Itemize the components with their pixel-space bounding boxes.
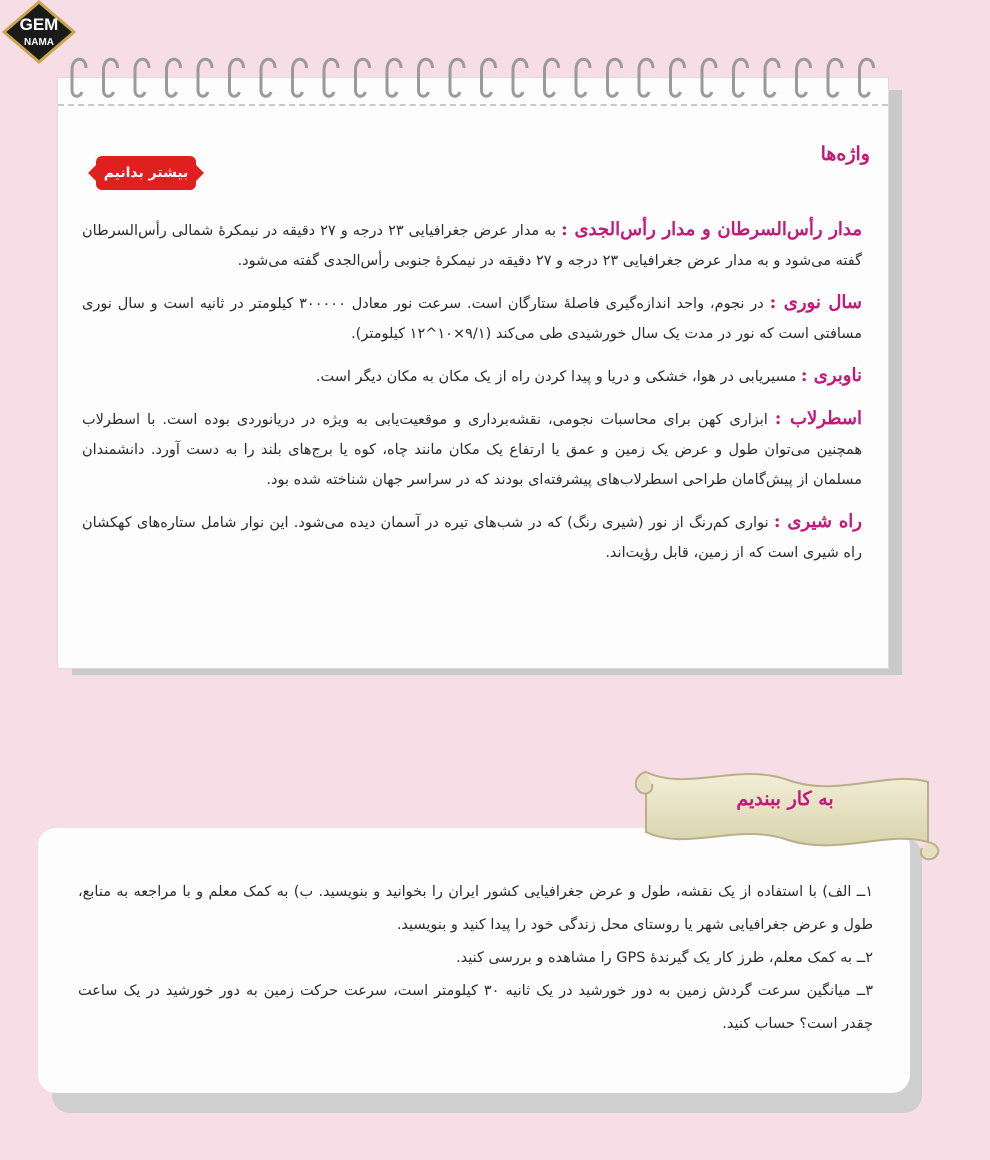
spiral-ring-icon bbox=[671, 59, 685, 96]
spiral-ring-icon bbox=[860, 59, 874, 96]
glossary-entry bbox=[82, 215, 862, 276]
spiral-ring-icon bbox=[230, 59, 244, 96]
entry-term: مدار رأس‌السرطان و مدار رأس‌الجدی : bbox=[561, 219, 863, 240]
apply-card-title: به کار ببندیم bbox=[736, 788, 834, 810]
entry-term: سال نوری : bbox=[769, 292, 862, 313]
spiral-binding-icon bbox=[58, 48, 888, 108]
spiral-ring-icon bbox=[135, 59, 149, 96]
spiral-ring-icon bbox=[167, 59, 181, 96]
entry-term: ناوبری : bbox=[800, 365, 862, 386]
entry-text: در نجوم، واحد اندازه‌گیری فاصلهٔ ستارگان است. سرعت نور معادل ۳۰۰۰۰۰ کیلومتر در ثانیه است و سال نوری مسافتی است که نور در مدت یک سال خورشیدی طی می‌کند (۹/۱×۱۰^۱۲ کیلومتر). bbox=[82, 296, 862, 342]
spiral-ring-icon bbox=[608, 59, 622, 96]
apply-card-content bbox=[78, 876, 873, 1041]
glossary-entry bbox=[82, 361, 862, 392]
glossary-content bbox=[82, 215, 862, 580]
entry-text: ابزاری کهن برای محاسبات نجومی، نقشه‌برداری و موقعیت‌یابی به ویژه در دریانوردی بوده است. با اسطرلاب همچنین می‌توان طول و عرض یک زمین و عمق یا ارتفاع یک مکان مانند چاه، کوه یا برج‌های بلند را به دست آورد. دانشمندان مسلمان از پیش‌گامان طراحی اسطرلاب‌های پیشرفته‌ای بودند که در سراسر جهان شناخته شده بود. bbox=[82, 412, 862, 488]
spiral-ring-icon bbox=[198, 59, 212, 96]
glossary-entry bbox=[82, 288, 862, 349]
spiral-ring-icon bbox=[828, 59, 842, 96]
spiral-ring-icon bbox=[419, 59, 433, 96]
spiral-ring-icon bbox=[765, 59, 779, 96]
entry-text: به مدار عرض جغرافیایی ۲۳ درجه و ۲۷ دقیقه در نیمکرهٔ شمالی رأس‌السرطان گفته می‌شود و به مدار عرض جغرافیایی ۲۳ درجه و ۲۷ دقیقه در نیمکرهٔ جنوبی رأس‌الجدی گفته می‌شود. bbox=[82, 223, 862, 269]
badge-label: بیشتر بدانیم bbox=[103, 165, 189, 181]
spiral-ring-icon bbox=[356, 59, 370, 96]
entry-term: راه شیری : bbox=[773, 511, 862, 532]
glossary-entry bbox=[82, 404, 862, 495]
task-item: ۲ــ به کمک معلم، طرز کار یک گیرندهٔ GPS را مشاهده و بررسی کنید. bbox=[456, 950, 873, 966]
spiral-ring-icon bbox=[576, 59, 590, 96]
task-item: ۳ــ میانگین سرعت گردش زمین به دور خورشید در یک ثانیه ۳۰ کیلومتر است، سرعت حرکت زمین به دور خورشید در یک ساعت چقدر است؟ حساب کنید. bbox=[78, 983, 873, 1032]
spiral-ring-icon bbox=[702, 59, 716, 96]
spiral-ring-icon bbox=[450, 59, 464, 96]
entry-term: اسطرلاب : bbox=[774, 408, 862, 429]
spiral-ring-icon bbox=[387, 59, 401, 96]
spiral-ring-icon bbox=[734, 59, 748, 96]
entry-text: مسیریابی در هوا، خشکی و دریا و پیدا کردن راه از یک مکان به مکان دیگر است. bbox=[315, 369, 801, 385]
entry-text: نواری کم‌رنگ از نور (شیری رنگ) که در شب‌های تیره در آسمان دیده می‌شود. این نوار شامل ستاره‌های کهکشان راه شیری است که از زمین، قابل رؤیت‌اند. bbox=[82, 515, 862, 561]
learn-more-badge bbox=[88, 156, 204, 190]
spiral-ring-icon bbox=[72, 59, 86, 96]
glossary-heading: واژه‌ها bbox=[820, 143, 870, 165]
spiral-ring-icon bbox=[545, 59, 559, 96]
spiral-ring-icon bbox=[639, 59, 653, 96]
spiral-ring-icon bbox=[482, 59, 496, 96]
spiral-ring-icon bbox=[104, 59, 118, 96]
notepad-divider bbox=[58, 104, 888, 106]
badge-left-arrow-icon bbox=[88, 165, 96, 181]
logo-text-gem: GEM bbox=[19, 15, 59, 34]
spiral-ring-icon bbox=[513, 59, 527, 96]
spiral-ring-icon bbox=[293, 59, 307, 96]
glossary-entry bbox=[82, 507, 862, 568]
spiral-ring-icon bbox=[261, 59, 275, 96]
badge-right-arrow-icon bbox=[196, 165, 204, 181]
task-item: ۱ــ الف) با استفاده از یک نقشه، طول و عرض جغرافیایی کشور ایران را بخوانید و بنویسید. ب) به کمک معلم و با مراجعه به منابع، طول و عرض جغرافیایی شهر یا روستای محل زندگی خود را پیدا کنید و بنویسید. bbox=[78, 884, 873, 933]
spiral-ring-icon bbox=[324, 59, 338, 96]
spiral-ring-icon bbox=[797, 59, 811, 96]
logo-text-nama: NAMA bbox=[24, 37, 54, 48]
